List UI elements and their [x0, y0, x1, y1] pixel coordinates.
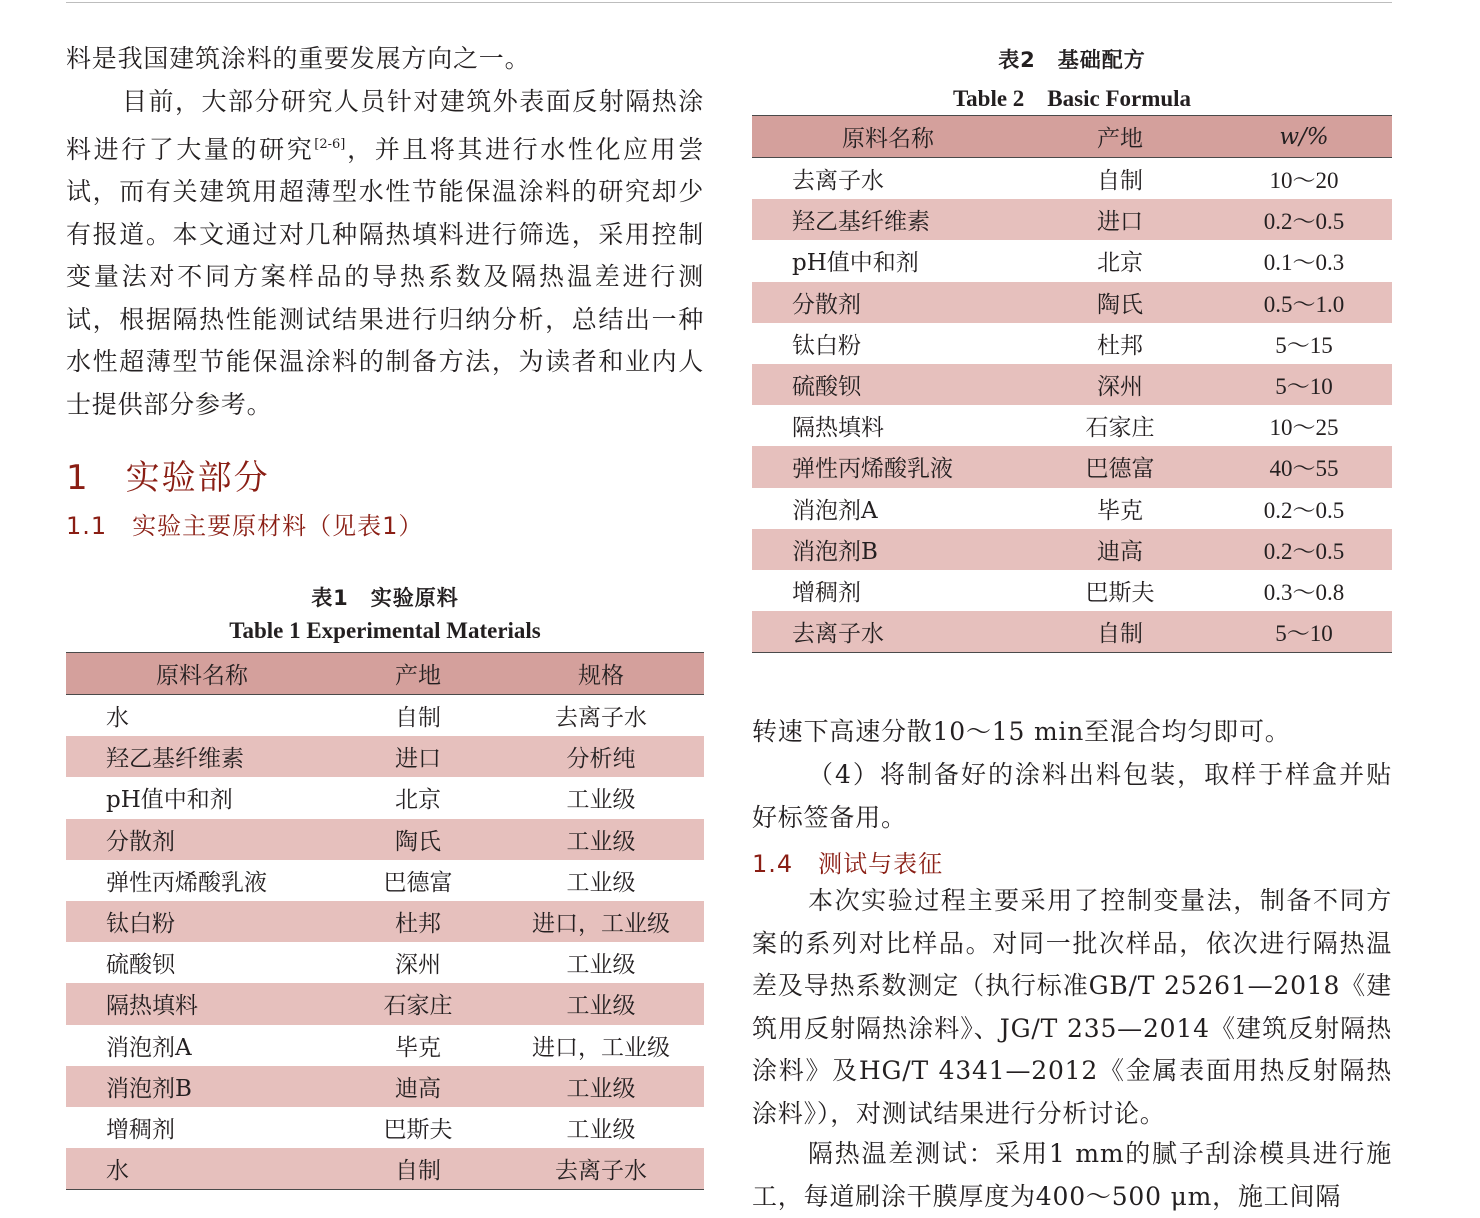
table2-cell-mass-fraction: 0.2～0.5 — [1263, 497, 1345, 523]
table2-cell-name: 弹性丙烯酸乳液 — [792, 456, 953, 483]
table1-caption-cn: 表1 实验原料 — [311, 586, 459, 610]
table1-cell-origin: 陶氏 — [395, 828, 441, 855]
table1-header-origin: 产地 — [395, 663, 441, 689]
table1-cell-spec: 分析纯 — [566, 746, 636, 773]
table2-row — [752, 529, 1392, 570]
table2-row — [752, 199, 1392, 240]
table1-cell-origin: 北京 — [395, 787, 441, 814]
table1-row — [66, 695, 704, 737]
table1-cell-name: 消泡剂A — [106, 1034, 192, 1061]
table2-cell-mass-fraction: 40～55 — [1269, 456, 1339, 482]
table2-cell-origin: 进口 — [1097, 209, 1143, 236]
table1-row — [66, 777, 704, 818]
citation-ref: [2-6] — [314, 136, 346, 152]
table2-cell-name: 隔热填料 — [792, 415, 884, 442]
table1-cell-name: 增稠剂 — [106, 1116, 175, 1143]
table1-cell-spec: 工业级 — [566, 993, 636, 1020]
table1-cell-origin: 迪高 — [395, 1075, 441, 1102]
table1-cell-spec: 工业级 — [566, 787, 636, 814]
table2-row — [752, 282, 1392, 323]
table2-row — [752, 405, 1392, 446]
table1-cell-name: 水 — [106, 1158, 129, 1185]
table2-header-mass-fraction: w/% — [1279, 123, 1329, 150]
table1-cell-origin: 石家庄 — [383, 993, 453, 1020]
table1-row — [66, 736, 704, 777]
table1-cell-spec: 工业级 — [566, 869, 636, 896]
temperature-test-paragraph: 隔热温差测试：采用1 mm的腻子刮涂模具进行施工，每道刷涂干膜厚度为400～500 μm，施工间隔 — [752, 1139, 1392, 1211]
table1-caption-en: Table 1 Experimental Materials — [229, 618, 541, 643]
table2-caption-en: Table 2 Basic Formula — [952, 86, 1192, 111]
table1-cell-name: 弹性丙烯酸乳液 — [106, 869, 267, 896]
table1-header-name: 原料名称 — [156, 663, 248, 689]
table1-cell-name: 消泡剂B — [106, 1075, 192, 1102]
table1 — [66, 652, 704, 1190]
table2-caption-cn: 表2 基础配方 — [998, 48, 1146, 72]
table2-row — [752, 323, 1392, 364]
process-continuation: 转速下高速分散10～15 min至混合均匀即可。 — [752, 717, 1291, 746]
table2-cell-mass-fraction: 5～10 — [1275, 374, 1333, 400]
table1-cell-origin: 自制 — [395, 705, 441, 732]
table1-row — [66, 1148, 704, 1190]
intro-continuation: 料是我国建筑涂料的重要发展方向之一。 — [66, 44, 531, 73]
table2-cell-mass-fraction: 10～20 — [1269, 168, 1339, 194]
table1-body — [66, 695, 704, 1190]
table2-cell-name: 分散剂 — [792, 291, 861, 318]
intro-paragraph — [66, 81, 704, 426]
table2-cell-origin: 陶氏 — [1097, 291, 1143, 318]
table2-cell-name: 去离子水 — [792, 168, 884, 195]
table2-cell-mass-fraction: 0.3～0.8 — [1263, 579, 1345, 605]
section-1-4-heading: 1.4 测试与表征 — [752, 850, 944, 878]
table2-cell-origin: 北京 — [1097, 250, 1143, 277]
table2-row — [752, 488, 1392, 529]
table1-cell-spec: 工业级 — [566, 1116, 636, 1143]
table1-cell-name: 钛白粉 — [106, 911, 175, 938]
table2-cell-name: 消泡剂A — [792, 497, 878, 524]
table2-row — [752, 158, 1392, 200]
table2-row — [752, 611, 1392, 653]
table1-row — [66, 983, 704, 1024]
table2-cell-name: pH值中和剂 — [792, 250, 919, 277]
table1-cell-spec: 去离子水 — [555, 705, 647, 732]
table1-row — [66, 1066, 704, 1107]
table1-cell-name: pH值中和剂 — [106, 787, 233, 814]
table1-row — [66, 942, 704, 983]
table2-cell-origin: 巴德富 — [1085, 456, 1155, 483]
table1-row — [66, 1025, 704, 1066]
table1-header-spec: 规格 — [578, 663, 624, 689]
table1-cell-spec: 进口，工业级 — [532, 1034, 670, 1061]
step-4-paragraph: （4）将制备好的涂料出料包装，取样于样盒并贴好标签备用。 — [752, 760, 1392, 832]
table2-cell-mass-fraction: 5～15 — [1275, 332, 1333, 358]
table2-cell-mass-fraction: 0.1～0.3 — [1263, 250, 1345, 276]
section-1-1-heading: 1.1 实验主要原材料（见表1） — [66, 512, 424, 540]
table1-row — [66, 819, 704, 860]
table2-cell-name: 钛白粉 — [792, 332, 861, 359]
table1-cell-origin: 自制 — [395, 1158, 441, 1185]
table2-header-row — [752, 116, 1392, 158]
table2-cell-mass-fraction: 0.2～0.5 — [1263, 538, 1345, 564]
table1-cell-name: 羟乙基纤维素 — [106, 746, 244, 773]
table2-cell-origin: 毕克 — [1097, 497, 1143, 524]
table1-cell-origin: 巴德富 — [383, 869, 453, 896]
table1-cell-spec: 去离子水 — [555, 1158, 647, 1185]
table2 — [752, 115, 1392, 653]
table1-cell-name: 硫酸钡 — [106, 952, 175, 979]
table2-cell-name: 硫酸钡 — [792, 374, 861, 401]
table1-cell-name: 分散剂 — [106, 828, 175, 855]
table2-cell-name: 增稠剂 — [792, 579, 861, 606]
table2-cell-origin: 巴斯夫 — [1085, 579, 1155, 606]
table2-cell-origin: 深州 — [1097, 374, 1143, 401]
table2-header-origin: 产地 — [1097, 126, 1143, 152]
table2-header-name: 原料名称 — [842, 126, 934, 152]
table2-cell-origin: 自制 — [1097, 168, 1143, 195]
table2-body — [752, 158, 1392, 653]
table2-cell-name: 去离子水 — [792, 621, 884, 648]
table2-cell-origin: 迪高 — [1097, 538, 1143, 565]
table1-row — [66, 860, 704, 901]
intro-text-b: ，并且将其进行水性化应用尝试，而有关建筑用超薄型水性节能保温涂料的研究却少有报道。本文通过对几种隔热填料进行筛选，采用控制变量法对不同方案样品的导热系数及隔热温差进行测试，根据隔热性能测试结果进行归纳分析，总结出一种水性超薄型节能保温涂料的制备方法，为读者和业内人士提供部分参考。 — [66, 134, 705, 419]
table1-cell-name: 隔热填料 — [106, 993, 198, 1020]
table2-cell-mass-fraction: 10～25 — [1269, 415, 1339, 441]
table1-cell-spec: 工业级 — [566, 1075, 636, 1102]
table2-cell-origin: 杜邦 — [1097, 332, 1143, 359]
table2-cell-origin: 石家庄 — [1085, 415, 1155, 442]
table1-cell-spec: 工业级 — [566, 828, 636, 855]
table1-header-row — [66, 653, 704, 695]
table2-cell-origin: 自制 — [1097, 621, 1143, 648]
table1-cell-origin: 杜邦 — [395, 911, 441, 938]
table2-cell-mass-fraction: 0.5～1.0 — [1263, 291, 1345, 317]
table2-row — [752, 364, 1392, 405]
table1-cell-spec: 进口，工业级 — [532, 911, 670, 938]
table1-cell-origin: 进口 — [395, 746, 441, 773]
table2-cell-name: 消泡剂B — [792, 538, 878, 565]
test-method-paragraph: 本次实验过程主要采用了控制变量法，制备不同方案的系列对比样品。对同一批次样品，依次进行隔热温差及导热系数测定（执行标准GB/T 25261—2018《建筑用反射隔热涂料》、JG/T 235—2014《建筑反射隔热涂料》及HG/T 4341—2012《金属表面用热反射隔热涂料》），对测试结果进行分析讨论。 — [752, 886, 1392, 1128]
table1-cell-origin: 深州 — [395, 952, 441, 979]
header-rule — [66, 2, 1392, 3]
table1-cell-spec: 工业级 — [566, 952, 636, 979]
table1-row — [66, 1107, 704, 1148]
table2-cell-name: 羟乙基纤维素 — [792, 209, 930, 236]
table1-cell-origin: 巴斯夫 — [383, 1116, 453, 1143]
table2-row — [752, 240, 1392, 281]
table2-cell-mass-fraction: 5～10 — [1275, 621, 1333, 647]
table1-row — [66, 901, 704, 942]
table2-row — [752, 570, 1392, 611]
section-1-heading: 1 实验部分 — [66, 458, 270, 498]
table2-cell-mass-fraction: 0.2～0.5 — [1263, 209, 1345, 235]
table1-cell-name: 水 — [106, 705, 129, 732]
table1-cell-origin: 毕克 — [395, 1034, 441, 1061]
table2-row — [752, 446, 1392, 487]
intro-text-a: 目前，大部分研究人员针对建筑外表面反射隔热涂料进行了大量的研究 — [66, 87, 704, 164]
